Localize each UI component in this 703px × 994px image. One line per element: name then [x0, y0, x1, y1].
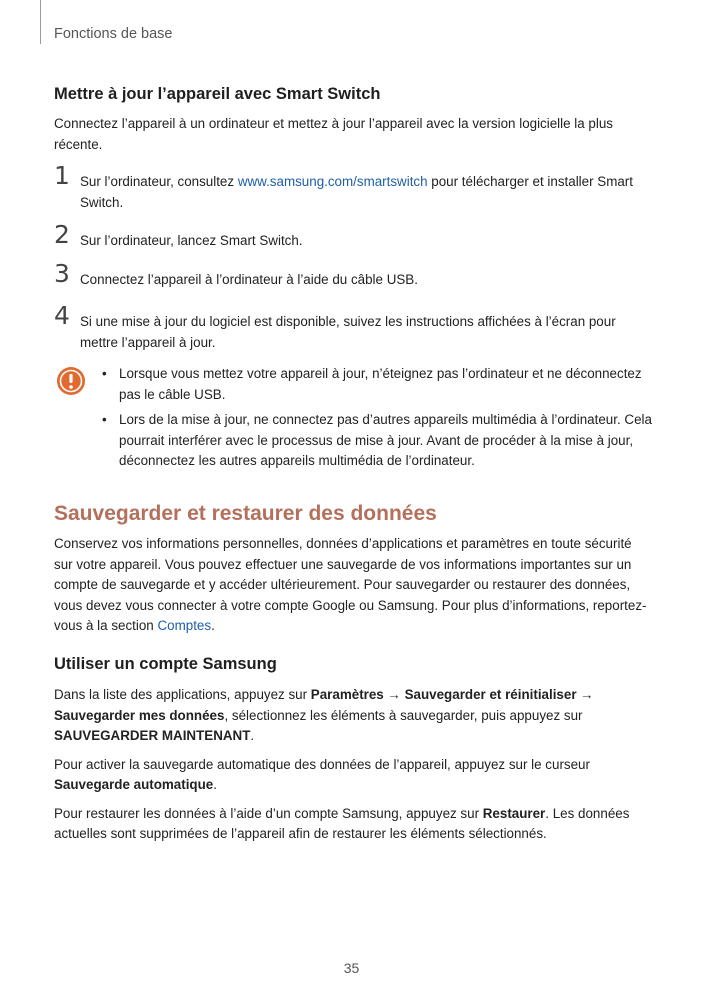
paragraph-restore	[54, 804, 649, 845]
heading-smart-switch: Mettre à jour l’appareil avec Smart Switch	[54, 85, 381, 103]
smartswitch-link[interactable]: www.samsung.com/smartswitch	[237, 174, 428, 189]
step-number: 2	[54, 220, 70, 249]
backup-intro-text: .	[211, 618, 215, 633]
step-text: Connectez l’appareil à l’ordinateur à l’aide du câble USB.	[80, 272, 418, 287]
step-text	[80, 172, 654, 213]
paragraph-auto-backup	[54, 755, 649, 796]
bullet-dot: •	[102, 366, 107, 381]
comptes-link[interactable]: Comptes	[157, 618, 212, 633]
bullet-text: Lors de la mise à jour, ne connectez pas d’autres appareils multimédia à l’ordinateur. Cela pourrait interférer avec le processus de mise à jour. Avant de procéder à la mise à jour, déconnectez les autres appareils multimédia de l’ordinateur.	[119, 412, 652, 468]
step-number: 4	[54, 301, 70, 330]
para-text: Pour activer la sauvegarde automatique des données de l’appareil, appuyez sur le curseur	[54, 756, 590, 772]
arrow-icon: →	[383, 687, 405, 702]
smart-switch-intro: Connectez l’appareil à un ordinateur et mettez à jour l’appareil avec la version logicielle la plus récente.	[54, 116, 614, 152]
step-4	[54, 301, 654, 353]
para-text: , sélectionnez les éléments à sauvegarder, puis appuyez sur	[224, 707, 583, 723]
step-text-part: Sur l’ordinateur, consultez	[80, 174, 238, 189]
header-rule	[40, 0, 41, 44]
caution-icon	[56, 366, 86, 396]
menu-path-backup-data: Sauvegarder mes données	[54, 707, 225, 723]
samsung-account-instructions	[54, 685, 649, 845]
caution-bullet	[102, 364, 652, 405]
page-number: 35	[343, 960, 360, 976]
step-text: Si une mise à jour du logiciel est disponible, suivez les instructions affichées à l’écran pour mettre l’appareil à jour.	[80, 314, 616, 350]
bullet-text: Lorsque vous mettez votre appareil à jour, n’éteignez pas l’ordinateur et ne déconnectez pas le câble USB.	[119, 366, 642, 402]
auto-backup-label: Sauvegarde automatique	[54, 777, 214, 792]
step-number: 1	[54, 161, 70, 190]
step-1	[54, 161, 654, 213]
restore-label: Restaurer	[482, 805, 546, 821]
para-text: Dans la liste des applications, appuyez sur	[54, 687, 311, 702]
backup-intro	[54, 534, 649, 637]
step-text: Sur l’ordinateur, lancez Smart Switch.	[80, 233, 303, 248]
step-text-part: pour télécharger et installer Smart Switch.	[80, 174, 633, 210]
arrow-icon: →	[576, 687, 594, 702]
heading-samsung-account: Utiliser un compte Samsung	[54, 655, 277, 673]
step-number: 3	[54, 259, 70, 288]
caution-bullet-list	[102, 364, 652, 472]
para-text: . Les données actuelles sont supprimées de l’appareil afin de restaurer les éléments sélectionnés.	[54, 805, 630, 841]
bullet-dot: •	[102, 412, 107, 427]
para-text: .	[213, 777, 217, 792]
para-text: .	[250, 728, 255, 743]
heading-backup-restore: Sauvegarder et restaurer des données	[54, 502, 437, 525]
para-text: Pour restaurer les données à l’aide d’un compte Samsung, appuyez sur	[54, 805, 483, 821]
step-3	[54, 259, 654, 291]
caution-bullet	[102, 410, 652, 472]
paragraph-backup-path	[54, 685, 649, 747]
section-header: Fonctions de base	[54, 26, 173, 42]
menu-path-settings: Paramètres	[310, 687, 384, 702]
menu-path-backup-reset: Sauvegarder et réinitialiser	[404, 687, 577, 702]
backup-now-label: SAUVEGARDER MAINTENANT	[54, 728, 251, 743]
backup-intro-text: Conservez vos informations personnelles, données d’applications et paramètres en toute sécurité sur votre appareil. Vous pouvez effectuer une sauvegarde de vos informations importantes sur un compte de sauvegarde et y accéder ultérieurement. Pour sauvegarder ou restaurer des données, vous devez vous connecter à votre compte Google ou Samsung. Pour plus d’informations, reportez-vous à la section	[54, 536, 647, 633]
step-2	[54, 220, 654, 252]
